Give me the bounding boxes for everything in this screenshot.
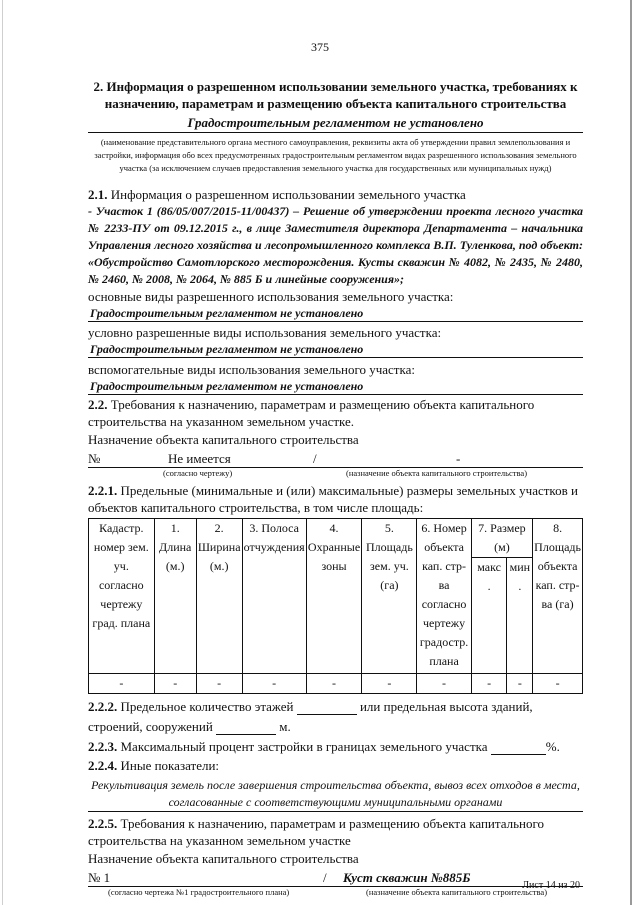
header-size-max-value: . [487, 579, 491, 593]
section-2-2-5-caption-right: (назначение объекта капитального строительства) [366, 887, 548, 897]
table-cell: - [533, 674, 583, 694]
conditional-uses-value: Градостроительным регламентом не установлено [90, 342, 364, 356]
section-2-2-dash: - [456, 451, 461, 466]
section-2-2-2-text-b: или предельная высота зданий, [359, 699, 533, 714]
table-cell: - [196, 674, 242, 694]
section-2-2-purpose-label: Назначение объекта капитального строительства [88, 432, 359, 447]
table-row [89, 674, 583, 694]
page-edge-left [2, 0, 3, 905]
coverage-blank [491, 742, 546, 755]
section-title: 2. Информация о разрешенном использовании земельного участка, требованиях к назначению, параметрам и размещению объекта капитального строительства [93, 79, 578, 111]
section-2-2-5-purpose-label: Назначение объекта капитального строительства [88, 851, 359, 866]
page-number: 375 [311, 40, 329, 54]
main-uses-value-line [88, 305, 583, 322]
floors-blank [297, 702, 357, 715]
section-2-2-1-text: Предельные (минимальные и (или) максимальные) размеры земельных участков и объектов капитального строительства, в том числе площадь: [88, 483, 578, 515]
header-size-max [471, 558, 507, 674]
table-cell: - [362, 674, 417, 694]
main-uses-label: основные виды разрешенного использования земельного участка: [88, 289, 454, 304]
header-size-min-label: мин [509, 560, 531, 574]
section-2-2-3-text: Максимальный процент застройки в границах земельного участка [120, 739, 488, 754]
section-2-2-purpose-line [88, 450, 583, 468]
conditional-uses-value-line [88, 341, 583, 358]
section-2-2 [88, 396, 583, 430]
conditional-uses-label: условно разрешенные виды использования земельного участка: [88, 325, 442, 340]
auxiliary-uses-value-line [88, 378, 583, 395]
page-edge-right [630, 0, 632, 905]
table-cell: - [89, 674, 155, 694]
header-object-area: 8. Площадь объекта кап. стр-ва (га) [533, 519, 583, 674]
section-2-2-slash: / [313, 451, 317, 466]
section-2-2-5 [88, 815, 583, 849]
table-cell: - [242, 674, 306, 694]
section-2-2-caption-right: (назначение объекта капитального строительства) [346, 468, 528, 478]
section-2-2-1-number: 2.2.1. [88, 483, 118, 498]
section-2-2-no: № [88, 451, 101, 466]
section-2-2-4-number: 2.2.4. [88, 758, 118, 773]
header-length: 1. Длина (м.) [154, 519, 196, 674]
header-plot-area: 5. Площадь зем. уч. (га) [362, 519, 417, 674]
authority-note: (наименование представительного органа местного самоуправления, реквизиты акта об утверждении правил землепользования и застройки, информация обо всех предусмотренных градостроительным регламентом видах разрешенного использования земельного участка (за исключением случаев предоставления земельного участка для государственных или муниципальных нужд) [94, 137, 577, 173]
auxiliary-uses-value: Градостроительным регламентом не установлено [90, 379, 364, 393]
height-blank [216, 722, 276, 735]
header-object-number: 6. Номер объекта кап. стр-ва согласно чертежу градостр. плана [417, 519, 471, 674]
section-2-1-header [88, 186, 583, 203]
section-2-2-3-unit: %. [545, 739, 560, 754]
table-cell: - [154, 674, 196, 694]
section-2-2-2-line-2 [88, 718, 583, 735]
header-size: 7. Размер (м) [471, 519, 532, 558]
other-indicators-text: Рекультивация земель после завершения строительства объекта, вывоз всех отходов в места, согласованные с соответствующими муниципальными органами [88, 777, 583, 812]
table-cell: - [471, 674, 507, 694]
auxiliary-uses-label: вспомогательные виды использования земельного участка: [88, 362, 415, 377]
section-2-2-2-unit: м. [279, 719, 291, 734]
section-2-2-2 [88, 698, 583, 715]
section-2-2-4 [88, 757, 583, 774]
section-2-2-1 [88, 482, 583, 516]
header-size-min [507, 558, 533, 674]
table-header-row [89, 519, 583, 558]
header-width: 2. Ширина (м.) [196, 519, 242, 674]
regulation-status: Градостроительным регламентом не установлено [187, 115, 484, 130]
section-2-2-5-text: Требования к назначению, параметрам и размещению объекта капитального строительства на указанном земельном участке [88, 816, 544, 848]
sizes-table [88, 518, 583, 694]
section-2-2-text: Требования к назначению, параметрам и размещению объекта капитального строительства на указанном земельном участке. [88, 397, 535, 429]
section-2-2-3 [88, 738, 583, 755]
section-2-2-captions [88, 468, 583, 479]
section-2-2-caption-left: (согласно чертежу) [163, 468, 233, 478]
section-2-2-5-number: 2.2.5. [88, 816, 118, 831]
section-2-2-5-slash: / [323, 870, 327, 885]
header-alienation-strip: 3. Полоса отчуждения [242, 519, 306, 674]
table-cell: - [507, 674, 533, 694]
section-2-1-number: 2.1. [88, 187, 108, 202]
section-2-2-5-caption-left: (согласно чертежа №1 градостроительного плана) [108, 887, 290, 897]
header-cadastral: Кадастр. номер зем. уч. согласно чертежу град. плана [89, 519, 155, 674]
plot-1-description: - Участок 1 (86/05/007/2015-11/00437) – Решение об утверждении проекта лесного участка № 2233-ПУ от 09.12.2015 г., в лице Заместителя директора Департамента – начальника Управления лесного хозяйства и лесопромышленного комплекса В.П. Туленкова, под объект: «Обустройство Самотлорского месторождения. Кусты скважин № 4082, № 2435, № 2480, № 2460, № 2008, № 2064, № 885 Б и линейные сооружения»; [88, 204, 583, 286]
header-protection-zones: 4. Охранные зоны [306, 519, 362, 674]
document-body [88, 78, 583, 898]
section-2-2-2-number: 2.2.2. [88, 699, 118, 714]
section-2-2-5-object: Куст скважин №885Б [343, 870, 471, 885]
table-cell: - [306, 674, 362, 694]
main-uses-value: Градостроительным регламентом не установлено [90, 306, 364, 320]
section-2-2-5-purpose-line [88, 869, 583, 887]
table-cell: - [417, 674, 471, 694]
section-2-2-number: 2.2. [88, 397, 108, 412]
section-2-2-5-no: № 1 [88, 870, 111, 885]
header-size-min-value: . [518, 579, 522, 593]
section-2-2-5-captions [88, 887, 583, 898]
section-2-2-4-text: Иные показатели: [120, 758, 220, 773]
section-2-2-no-value: Не имеется [168, 451, 231, 466]
regulation-status-line [88, 115, 583, 133]
section-2-1-title: Информация о разрешенном использовании земельного участка [110, 187, 466, 202]
sheet-counter: Лист 14 из 20 [522, 880, 580, 891]
section-2-2-2-text-a: Предельное количество этажей [120, 699, 294, 714]
section-2-2-2-text-c: строений, сооружений [88, 719, 213, 734]
header-size-max-label: макс [477, 560, 501, 574]
section-2-2-3-number: 2.2.3. [88, 739, 118, 754]
